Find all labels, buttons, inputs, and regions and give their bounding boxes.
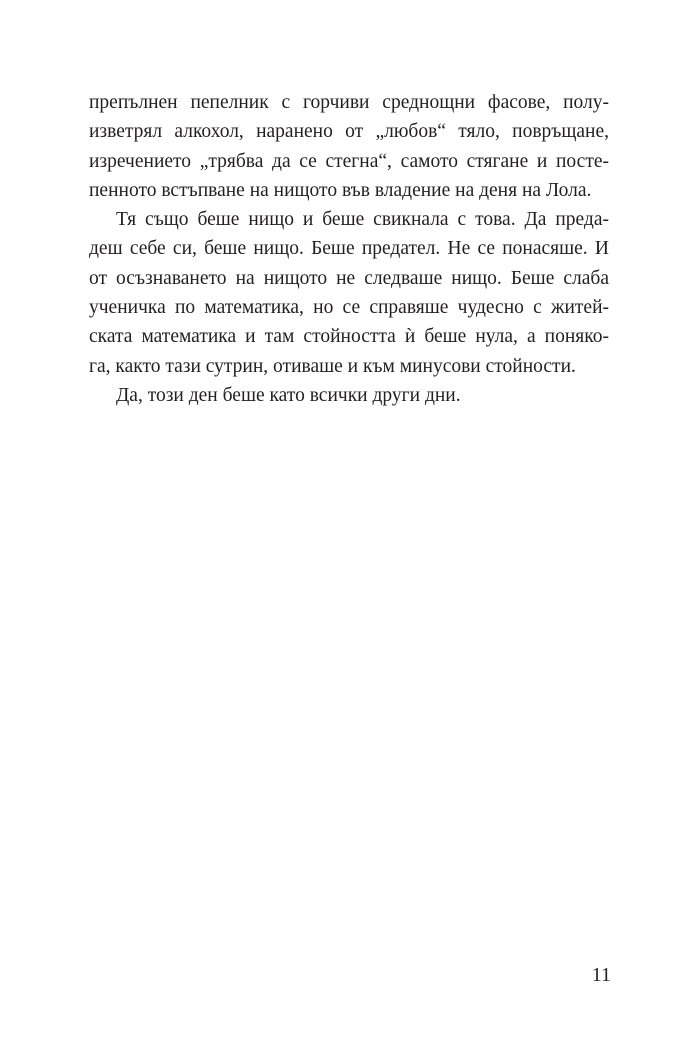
paragraph-first-line: Тя също беше нищо и беше свикнала с това. Да преда- [116,209,609,231]
text-line: ученичка по математика, но се справяше чудесно с житей- [89,297,609,319]
text-line: изречението „трябва да се стегна“, самото стягане и посте- [89,150,609,172]
page-number: 11 [591,964,611,986]
text-line: изветрял алкохол, наранено от „любов“ тяло, повръщане, [89,121,609,143]
paragraph-first-line: Да, този ден беше като всички други дни. [116,384,461,406]
text-line: препълнен пепелник с горчиви среднощни фасове, полу- [89,92,609,113]
text-line: га, както тази сутрин, отиваше и към минусови стойности. [89,355,576,377]
text-line: пенното встъпване на нищото във владение на деня на Лола. [89,179,592,201]
body-text [89,88,609,410]
text-line: от осъзнаването на нищото не следваше нищо. Беше слаба [89,267,609,289]
text-line: ската математика и там стойността ѝ беше нула, а поняко- [89,326,609,348]
text-line: деш себе си, беше нищо. Беше предател. Не се понасяше. И [89,238,609,260]
